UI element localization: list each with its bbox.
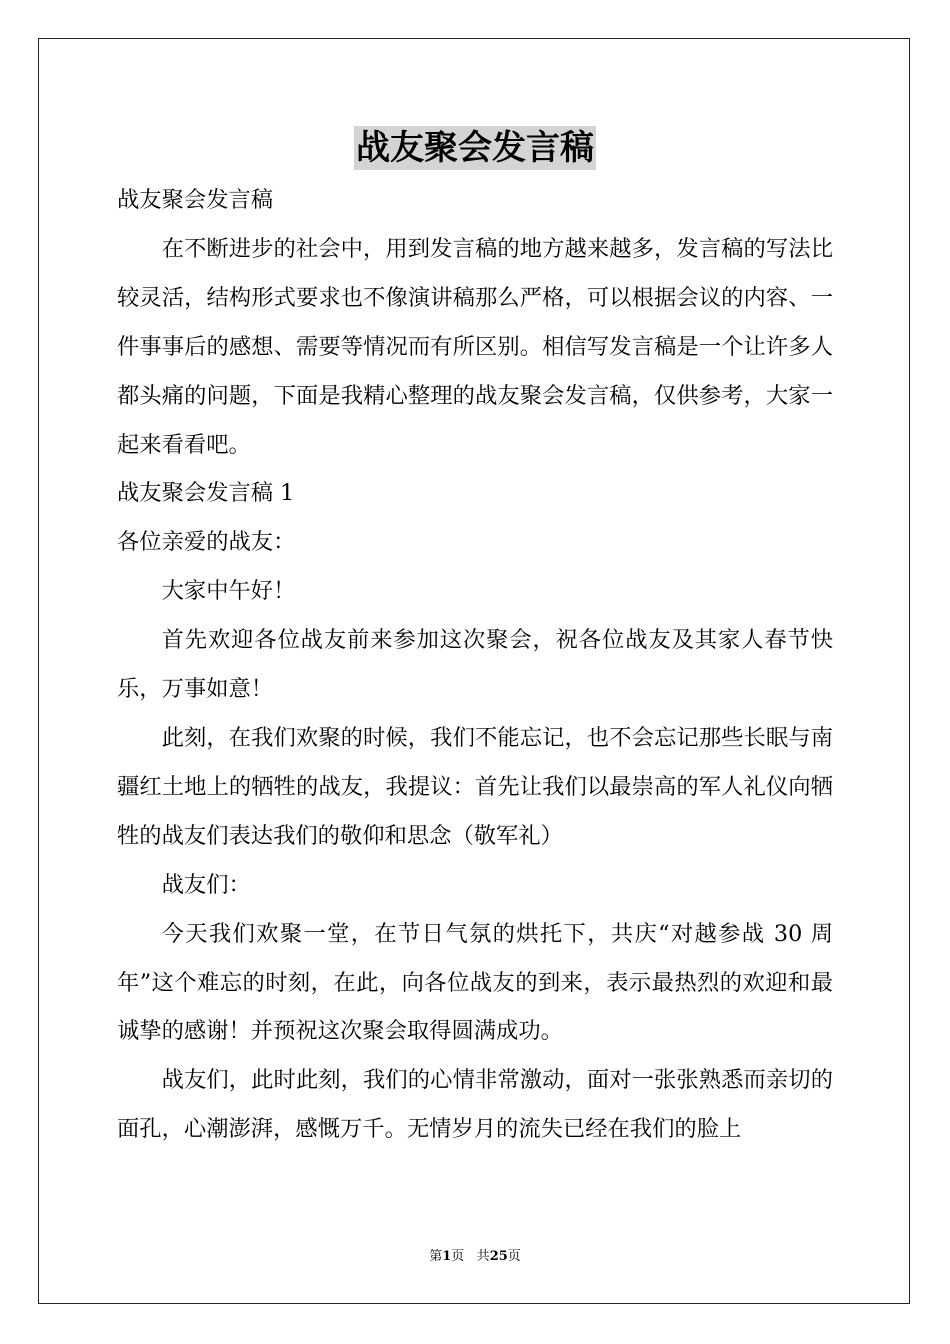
paragraph: 战友聚会发言稿 1 bbox=[117, 480, 295, 507]
paragraph: 今天我们欢聚一堂，在节日气氛的烘托下，共庆“对越参战 30 周年”这个难忘的时刻，在此，向各位战友的到来，表示最热烈的欢迎和最诚挚的感谢！并预祝这次聚会取得圆满成功。 bbox=[117, 920, 833, 1045]
title-container bbox=[0, 126, 950, 170]
paragraph: 各位亲爱的战友： bbox=[117, 529, 296, 556]
paragraph: 战友们： bbox=[161, 871, 251, 898]
footer-total-pages: 25 bbox=[489, 1249, 508, 1264]
paragraph: 此刻，在我们欢聚的时候，我们不能忘记，也不会忘记那些长眠与南疆红土地上的牺牲的战友，我提议：首先让我们以最崇高的军人礼仪向牺牲的战友们表达我们的敬仰和思念（敬军礼） bbox=[117, 724, 833, 849]
footer-total-prefix: 共 bbox=[476, 1249, 490, 1264]
paragraph: 战友聚会发言稿 bbox=[117, 187, 274, 213]
footer-total-suffix: 页 bbox=[507, 1249, 521, 1264]
page-footer bbox=[0, 1248, 950, 1266]
paragraph: 大家中午好！ bbox=[161, 578, 296, 605]
footer-page-suffix: 页 bbox=[451, 1249, 465, 1264]
page-title: 战友聚会发言稿 bbox=[356, 128, 594, 168]
paragraph: 首先欢迎各位战友前来参加这次聚会，祝各位战友及其家人春节快乐，万事如意！ bbox=[117, 627, 833, 703]
paragraph: 战友们，此时此刻，我们的心情非常激动，面对一张张熟悉而亲切的面孔，心潮澎湃，感慨万千。无情岁月的流失已经在我们的脸上 bbox=[117, 1067, 833, 1143]
paragraph: 在不断进步的社会中，用到发言稿的地方越来越多，发言稿的写法比较灵活，结构形式要求也不像演讲稿那么严格，可以根据会议的内容、一件事事后的感想、需要等情况而有所区别。相信写发言稿是一个让许多人都头痛的问题，下面是我精心整理的战友聚会发言稿，仅供参考，大家一起来看看吧。 bbox=[117, 235, 833, 458]
document-body bbox=[117, 176, 833, 1154]
footer-page-number: 1 bbox=[442, 1249, 452, 1264]
footer-prefix: 第 bbox=[429, 1249, 443, 1264]
